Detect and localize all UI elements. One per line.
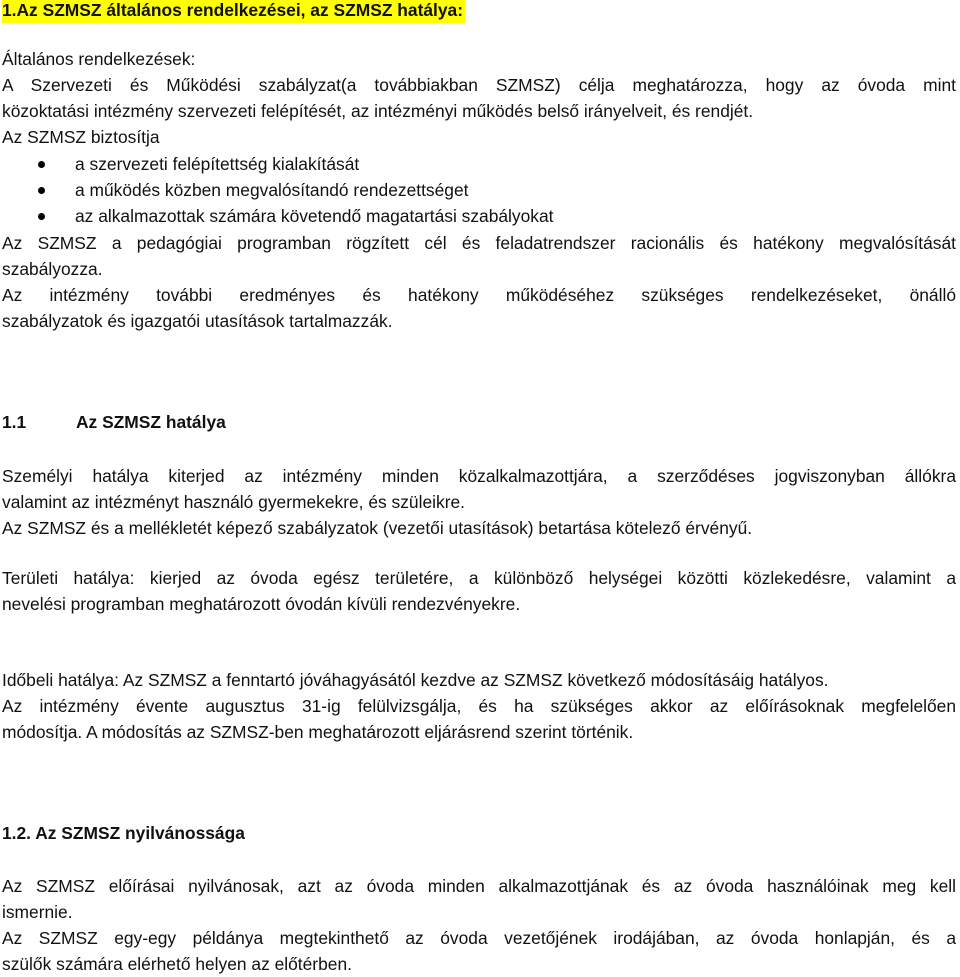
bullet-item-1: a szervezeti felépítettség kialakítását: [75, 154, 360, 174]
personal-scope-line-2: valamint az intézményt használó gyermekekre, és szüleikre.: [2, 492, 465, 512]
section-1-2-heading: 1.2. Az SZMSZ nyilvánossága: [2, 823, 245, 843]
publicity-line-1: Az SZMSZ előírásai nyilvánosak, azt az óvoda minden alkalmazottjának és az óvoda használóinak meg kell: [2, 876, 956, 896]
bullet-dot-icon: [38, 213, 45, 220]
bullet-item-2: a működés közben megvalósítandó rendezettséget: [75, 180, 469, 200]
main-heading: [2, 0, 956, 23]
personal-scope-line-3: Az SZMSZ és a mellékletét képező szabályzatok (vezetői utasítások) betartása kötelező érvényű.: [2, 518, 753, 538]
general-line-2: közoktatási intézmény szervezeti felépítését, az intézményi működés belső irányelveit, és rendjét.: [2, 101, 754, 121]
section-1-1-title: Az SZMSZ hatálya: [76, 412, 226, 432]
general-line-3: Az SZMSZ biztosítja: [2, 127, 160, 147]
bullet-dot-icon: [38, 161, 45, 168]
territorial-scope-line-2: nevelési programban meghatározott óvodán kívüli rendezvényekre.: [2, 594, 521, 614]
general-line-5: szabályozza.: [2, 259, 103, 279]
general-subtitle: Általános rendelkezések:: [2, 49, 196, 69]
section-1-1-number: 1.1: [2, 412, 27, 432]
general-line-1: A Szervezeti és Működési szabályzat(a továbbiakban SZMSZ) célja meghatározza, hogy az óvoda mint: [2, 75, 956, 95]
publicity-line-3: Az SZMSZ egy-egy példánya megtekinthető az óvoda vezetőjének irodájában, az óvoda honlapján, és a: [2, 928, 956, 948]
section-1-1-heading: [2, 409, 956, 435]
publicity-line-4: szülők számára elérhető helyen az előtérben.: [2, 954, 352, 974]
personal-scope-line-1: Személyi hatálya kiterjed az intézmény minden közalkalmazottjára, a szerződéses jogviszonyban állókra: [2, 466, 956, 486]
bullet-dot-icon: [38, 187, 45, 194]
bullet-item-3: az alkalmazottak számára követendő magatartási szabályokat: [75, 206, 554, 226]
publicity-line-2: ismernie.: [2, 902, 73, 922]
territorial-scope-line-1: Területi hatálya: kierjed az óvoda egész területére, a különböző helységei közötti közlekedésre, valamint a: [2, 568, 956, 588]
main-heading-text: 1.Az SZMSZ általános rendelkezései, az SZMSZ hatálya:: [2, 0, 465, 23]
general-line-4: Az SZMSZ a pedagógiai programban rögzített cél és feladatrendszer racionális és hatékony megvalósítását: [2, 233, 956, 253]
time-scope-line-3: módosítja. A módosítás az SZMSZ-ben meghatározott eljárásrend szerint történik.: [2, 722, 634, 742]
time-scope-line-1: Időbeli hatálya: Az SZMSZ a fenntartó jóváhagyásától kezdve az SZMSZ következő módosításáig hatályos.: [2, 670, 829, 690]
general-line-6: Az intézmény további eredményes és hatékony működéséhez szükséges rendelkezéseket, önálló: [2, 285, 956, 305]
time-scope-line-2: Az intézmény évente augusztus 31-ig felülvizsgálja, és ha szükséges akkor az előírásoknak megfelelően: [2, 696, 956, 716]
general-line-7: szabályzatok és igazgatói utasítások tartalmazzák.: [2, 311, 393, 331]
